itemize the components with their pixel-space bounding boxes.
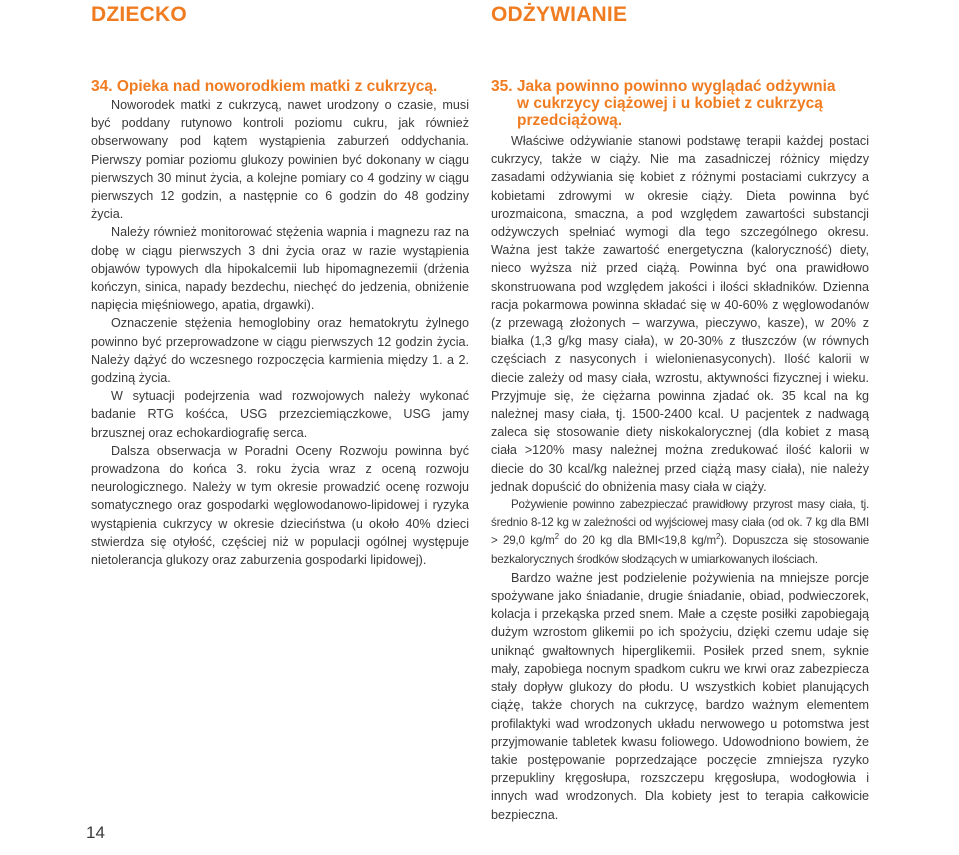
section-35-heading (491, 78, 869, 129)
page-number: 14 (86, 823, 105, 842)
heading-line-2: w cukrzycy ciążowej i u kobiet z cukrzycą (517, 95, 823, 112)
paragraph-follow-up: Dalsza obserwacja w Poradni Oceny Rozwoju powinna być prowadzona do końca 3. roku życia wraz z oceną rozwoju neurologicznego. Należy w tym okresie prowadzić ocenę rozwoju somatycznego oraz gospodarki węglowodanowo-lipidowej i ryzyka wystąpienia cukrzycy w okresie dzieciństwa (u około 40% dzieci stwierdza się otyłość, częściej niż w populacji ogólnej występuje nietolerancja glukozy oraz zaburzenia gospodarki lipidowej). (91, 443, 469, 568)
section-34-heading: 34. Opieka nad noworodkiem matki z cukrzycą. (91, 78, 438, 95)
right-column (491, 78, 869, 824)
paragraph-nutrition-basics: Właściwe odżywianie stanowi podstawę terapii każdej postaci cukrzycy, także w ciąży. Nie ma zasadniczej różnicy między zasadami odżywiania się kobiet z różnymi postaciami cukrzycy a kobietami zdrowymi w okresie ciąży. Dieta powinna być urozmaicona, smaczna, a pod względem zawartości substancji odżywczych spełniać wymogi dla tego szczególnego okresu. Ważna jest także zawartość energetyczna (kaloryczność) diety, nieco wyższa niż przed ciążą. Powinna być ona prawidłowo skonstruowana pod względem jakości i ilości składników. Dzienna racja pokarmowa powinna składać się w 40-60% z węglowodanów (z przewagą złożonych – warzywa, pieczywo, kasze), w 20% z białka (1,3 g/kg masy ciała), w 20-30% z tłuszczów (w równych częściach z nasyconych i wielonienasyconych). Ilość kalorii w diecie zależy od masy ciała, wzrostu, aktywności fizycznej i wieku. Przyjmuje się, że ciężarna powinna zjadać ok. 35 kcal na kg należnej masy ciała, tj. 1500-2400 kcal. U pacjentek z nadwagą zaleca się stosowanie diety niskokalorycznej (dla kobiet z masą ciała >120% masy należnej można zredukować ilość kalorii w diecie do 30 kcal/kg należnej przed ciążą masy ciała), nie należy jednak dopuścić do obniżenia masy ciała w ciąży. (491, 134, 869, 494)
section-label-odzywianie: ODŻYWIANIE (491, 3, 628, 26)
heading-line-1: 35. Jaka powinno powinno wyglądać odżywnia (491, 78, 836, 95)
paragraph-hemoglobin: Oznaczenie stężenia hemoglobiny oraz hematokrytu żylnego powinno być przeprowadzone w ciągu pierwszych 12 godzin życia. Należy dążyć do wczesnego rozpoczęcia karmienia między 1. a 2. godziną życia. (91, 316, 469, 386)
paragraph-developmental-defects: W sytuacji podejrzenia wad rozwojowych należy wykonać badanie RTG kośćca, USG przezciemiączkowe, USG jamy brzusznej oraz echokardiografię serca. (91, 389, 469, 440)
section-label-dziecko: DZIECKO (91, 3, 187, 26)
left-column (91, 78, 469, 569)
paragraph-newborn-glucose: Noworodek matki z cukrzycą, nawet urodzony o czasie, musi być poddany rutynowo kontroli poziomu cukru, jak również obserwowany pod kątem wystąpienia zaburzeń oddychania. Pierwszy pomiar poziomu glukozy powinien być dokonany w ciągu pierwszych 30 minut życia, a kolejne pomiary co 4 godziny w ciągu pierwszych 12 godzin, a następnie co 6 godzin do 48 godziny życia. (91, 98, 469, 222)
paragraph-calcium-magnesium: Należy również monitorować stężenia wapnia i magnezu raz na dobę w ciągu pierwszych 3 dni życia oraz w razie wystąpienia objawów typowych dla hipokalcemii lub hipomagnezemii (drżenia kończyn, sinica, napady bezdechu, niechęć do jedzenia, obniżenie napięcia mięśniowego, apatia, drgawki). (91, 225, 469, 313)
paragraph-meal-division: Bardzo ważne jest podzielenie pożywienia na mniejsze porcje spożywane jako śniadanie, drugie śniadanie, obiad, podwieczorek, kolacja i przekąska przed snem. Małe a częste posiłki zapobiegają dużym wzrostom glikemii po ich spożyciu, dzięki czemu udaje się uniknąć gwałtownych hiperglikemii. Posiłek przed snem, syknie mały, zapobiega nocnym spadkom cukru we krwi oraz zabezpiecza stały dopływ glukozy do płodu. U wszystkich kobiet planujących ciążę, także chorych na cukrzycę, bardzo ważnym elementem profilaktyki wad wrodzonych układu nerwowego u potomstwa jest przyjmowanie tabletek kwasu foliowego. Udowodniono bowiem, że takie postępowanie poprzedzające poczęcie zmniejsza ryzyko przepukliny kręgosłupa, rozszczepu kręgosłupa, wodogłowia i innych wad wrodzonych. Dla kobiety jest to terapia całkowicie bezpieczna. (491, 570, 869, 822)
heading-line-3: przedciążową. (517, 112, 623, 129)
paragraph-weight-gain: Pożywienie powinno zabezpieczać prawidłowy przyrost masy ciała, tj. średnio 8-12 kg w zależności od wyjściowej masy ciała (od ok. 7 kg dla BMI > 29,0 $kg/m^2$ do 20 kg dla BMI<19,8 $kg/m^2$). Dopuszcza się stosowanie bezkalorycznych środków słodzących w umiarkowanych ilościach. (491, 498, 870, 566)
